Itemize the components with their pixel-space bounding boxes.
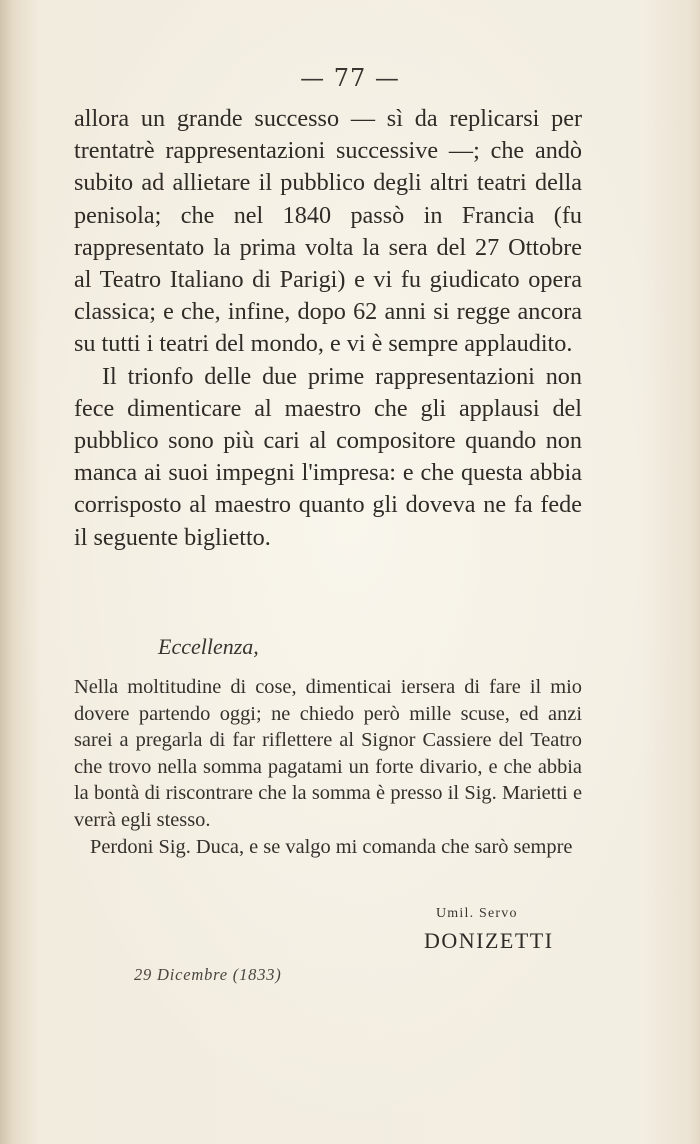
main-text <box>74 103 582 554</box>
letter-paragraph-1: Nella moltitudine di cose, dimenticai iersera di fare il mio dovere partendo oggi; ne chiedo però mille scuse, ed anzi sarei a pregarla di far riflettere al Signor Cassiere del Teatro che trovo nella somma pagatami un forte divario, e che abbia la bontà di riscontrare che la somma è presso il Sig. Marietti e verrà egli stesso. <box>74 676 582 831</box>
letter-closing: Umil. Servo <box>436 906 518 921</box>
letter-text <box>74 674 582 860</box>
letter-date: 29 Dicembre (1833) <box>134 965 282 984</box>
body-paragraph-2: Il trionfo delle due prime rappresentazioni non fece dimenticare al maestro che gli applausi del pubblico sono più cari al compositore quando non manca ai suoi impegni l'impresa: e che questa abbia corrisposto al maestro quanto gli doveva ne fa fede il seguente biglietto. <box>74 362 582 551</box>
letter-greeting: Eccellenza, <box>158 634 259 659</box>
letter-paragraph-2: Perdoni Sig. Duca, e se valgo mi comanda che sarò sempre <box>90 835 573 858</box>
body-paragraph-1: allora un grande successo — sì da replicarsi per trentatrè rappresentazioni successive —; che andò subito ad allietare il pubblico degli altri teatri della penisola; che nel 1840 passò in Francia (fu rappresentato la prima volta la sera del 27 Ottobre al Teatro Italiano di Parigi) e vi fu giudicato opera classica; e che, infine, dopo 62 anni si regge ancora su tutti i teatri del mondo, e vi è sempre applaudito. <box>74 105 582 358</box>
page-number: — 77 — <box>300 64 400 92</box>
letter-signature: DONIZETTI <box>424 928 554 953</box>
